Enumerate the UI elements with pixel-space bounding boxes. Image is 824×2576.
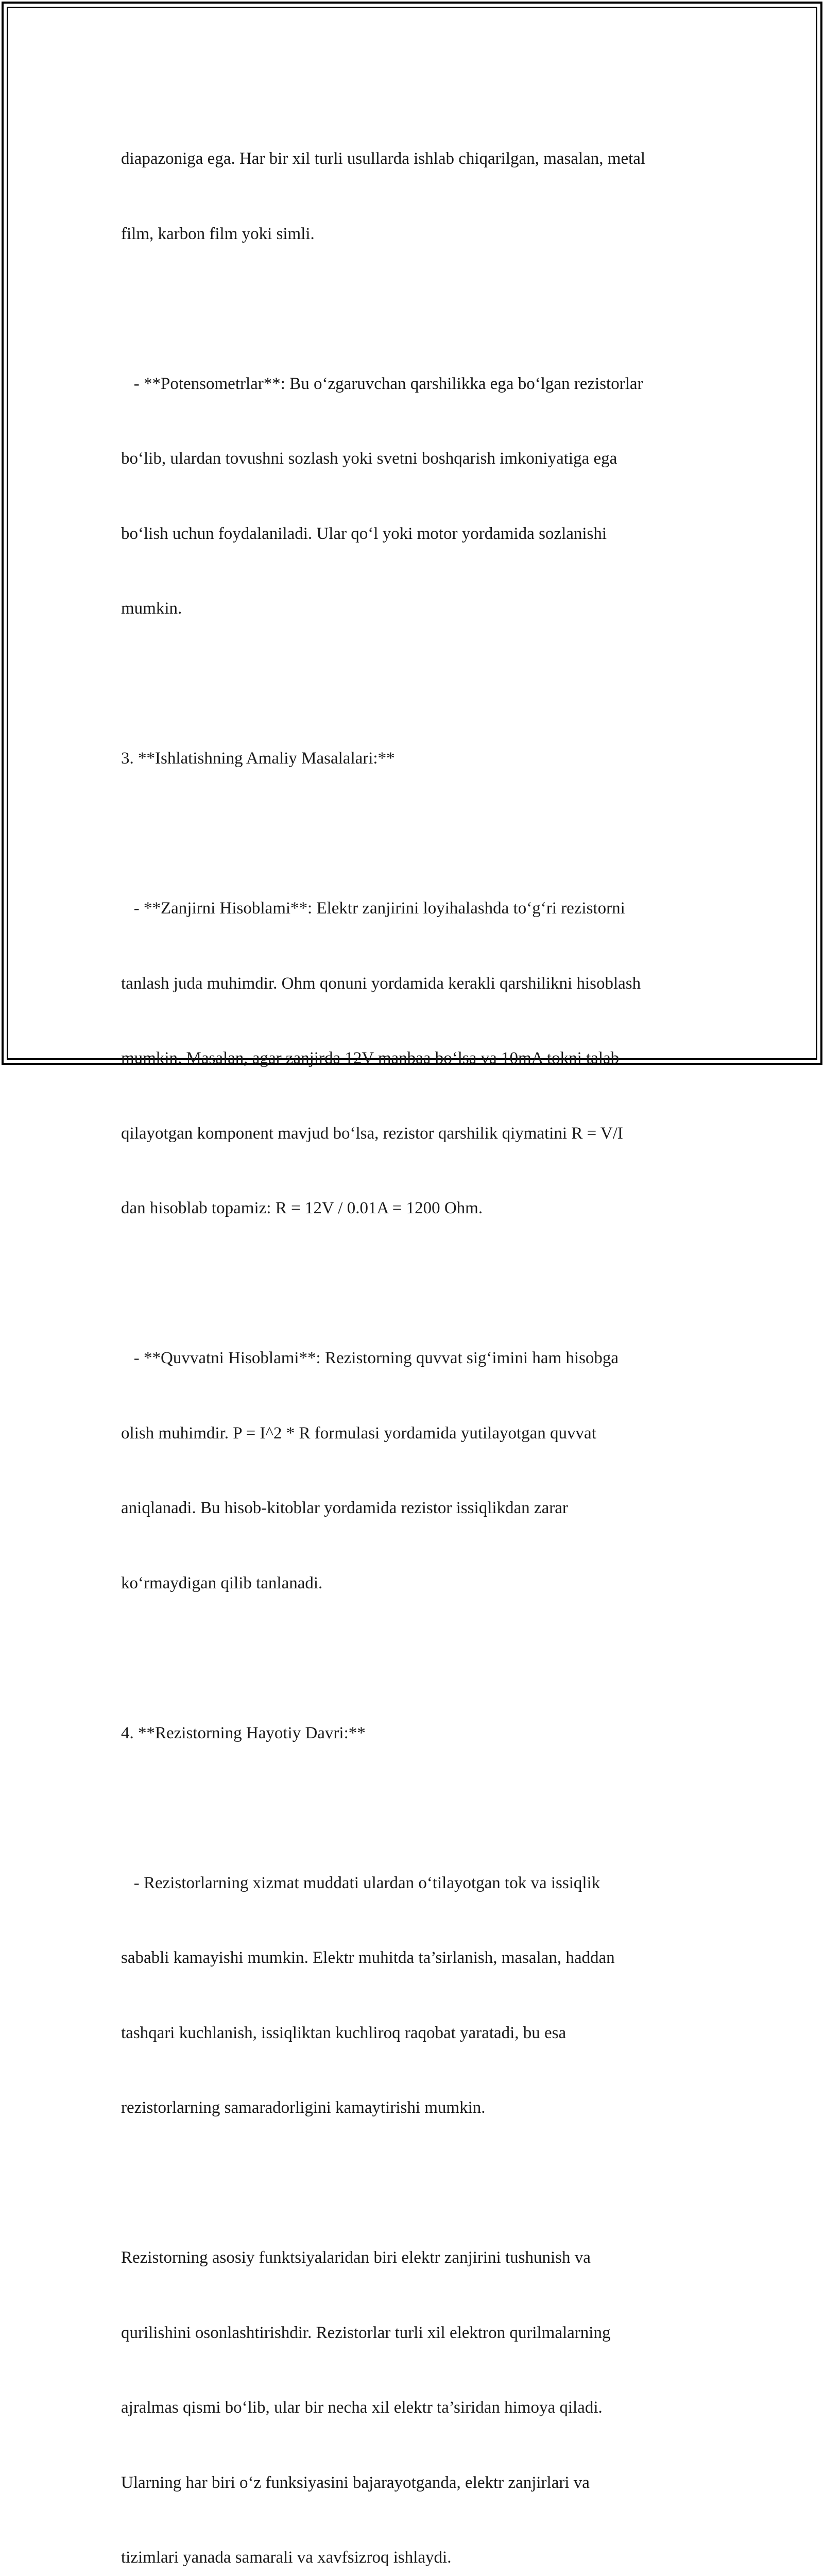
text-line: tizimlari yanada samarali va xavfsizroq ishlaydi. [121, 2548, 452, 2567]
paragraph-gap [121, 821, 713, 846]
text-line: mumkin. [121, 599, 182, 618]
paragraph-potensometrlar [121, 321, 713, 671]
section-4-heading [121, 1671, 713, 1796]
text-line: ko‘rmaydigan qilib tanlanadi. [121, 1573, 323, 1592]
text-line: rezistorlarning samaradorligini kamaytirishi mumkin. [121, 2098, 486, 2117]
paragraph-intro-continuation [121, 96, 713, 296]
heading-line: 3. **Ishlatishning Amaliy Masalalari:** [121, 749, 395, 768]
text-line: qilayotgan komponent mavjud bo‘lsa, rezistor qarshilik qiymatini R = V/I [121, 1124, 623, 1143]
paragraph-xizmat-muddati [121, 1821, 713, 2171]
text-line: bo‘lib, ulardan tovushni sozlash yoki svetni boshqarish imkoniyatiga ega [121, 449, 617, 468]
text-line: aniqlanadi. Bu hisob-kitoblar yordamida rezistor issiqlikdan zarar [121, 1499, 568, 1517]
paragraph-zanjirni-hisoblami [121, 846, 713, 1271]
text-line: qurilishini osonlashtirishdir. Rezistorlar turli xil elektron qurilmalarning [121, 2323, 611, 2342]
paragraph-gap [121, 1646, 713, 1671]
paragraph-gap [121, 1271, 713, 1296]
text-line: bo‘lish uchun foydalaniladi. Ular qo‘l yoki motor yordamida sozlanishi [121, 524, 607, 543]
text-line: mumkin. Masalan, agar zanjirda 12V manbaa bo‘lsa va 10mA tokni talab [121, 1049, 620, 1067]
paragraph-gap [121, 296, 713, 321]
text-line: diapazoniga ega. Har bir xil turli usullarda ishlab chiqarilgan, masalan, metal [121, 149, 646, 168]
text-line: - **Potensometrlar**: Bu o‘zgaruvchan qarshilikka ega bo‘lgan rezistorlar [121, 374, 643, 393]
text-line: - Rezistorlarning xizmat muddati ulardan o‘tilayotgan tok va issiqlik [121, 1873, 600, 1892]
paragraph-gap [121, 671, 713, 697]
text-line: - **Zanjirni Hisoblami**: Elektr zanjirini loyihalashda to‘g‘ri rezistorni [121, 899, 625, 918]
paragraph-gap [121, 1795, 713, 1821]
text-line: tanlash juda muhimdir. Ohm qonuni yordamida kerakli qarshilikni hisoblash [121, 974, 641, 993]
text-line: film, karbon film yoki simli. [121, 224, 315, 243]
paragraph-quvvatni-hisoblami [121, 1296, 713, 1646]
text-line: - **Quvvatni Hisoblami**: Rezistorning quvvat sig‘imini ham hisobga [121, 1349, 619, 1367]
text-line: olish muhimdir. P = I^2 * R formulasi yordamida yutilayotgan quvvat [121, 1423, 596, 1443]
text-line: Ularning har biri o‘z funksiyasini bajarayotganda, elektr zanjirlari va [121, 2473, 590, 2492]
text-line: Rezistorning asosiy funktsiyalaridan biri elektr zanjirini tushunish va [121, 2248, 591, 2267]
text-line: ajralmas qismi bo‘lib, ular bir necha xil elektr ta’siridan himoya qiladi. [121, 2398, 603, 2417]
text-line: tashqari kuchlanish, issiqliktan kuchliroq raqobat yaratadi, bu esa [121, 2023, 566, 2042]
text-line: dan hisoblab topamiz: R = 12V / 0.01A = 1200 Ohm. [121, 1199, 483, 1217]
text-line: sababli kamayishi mumkin. Elektr muhitda ta’sirlanish, masalan, haddan [121, 1948, 615, 1967]
heading-line: 4. **Rezistorning Hayotiy Davri:** [121, 1723, 366, 1742]
paragraph-conclusion [121, 2195, 713, 2576]
document-body [121, 96, 713, 2576]
section-3-heading [121, 696, 713, 821]
paragraph-gap [121, 2171, 713, 2196]
